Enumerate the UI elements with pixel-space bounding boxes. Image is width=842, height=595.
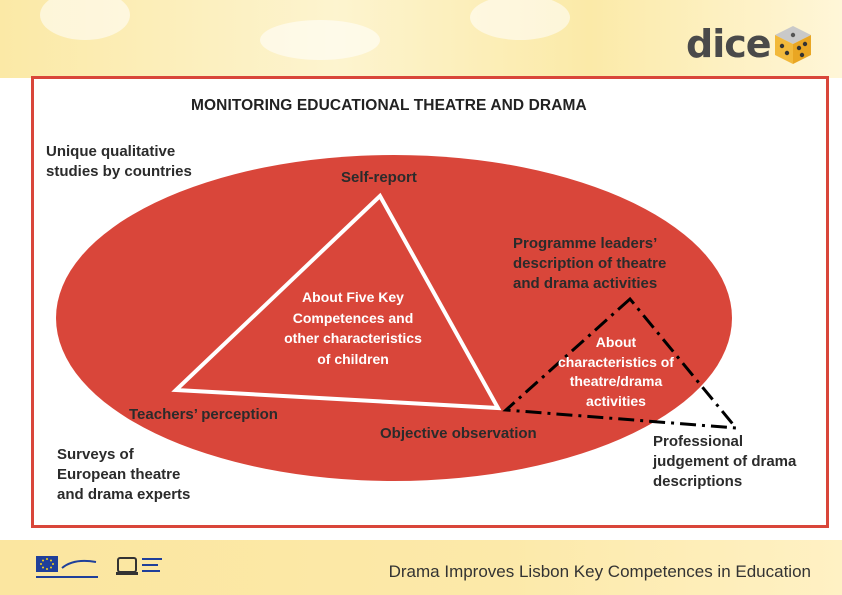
label-programme-leaders: Programme leaders’ description of theatre and drama activities [513,235,667,292]
dice-cube-icon [771,22,815,66]
label-about-characteristics: About characteristics of theatre/drama activities [558,334,674,409]
label-about-five-key: About Five Key Competences and other characteristics of children [284,289,422,367]
logo-text: dice [686,22,771,66]
diagram-title: MONITORING EDUCATIONAL THEATRE AND DRAMA [191,97,587,114]
banner-decoration [40,0,130,40]
label-surveys: Surveys of European theatre and drama experts [57,446,191,503]
banner-decoration [260,20,380,60]
banner-decoration [470,0,570,40]
footer-text: Drama Improves Lisbon Key Competences in Education [388,562,811,581]
label-objective-observation: Objective observation [380,425,537,442]
label-self-report: Self-report [341,169,417,186]
education-training-icon [116,554,164,584]
eu-flag-icon [36,556,100,582]
label-professional-judgement: Professional judgement of drama descriptions [653,433,797,490]
label-unique-studies: Unique qualitative studies by countries [46,143,192,180]
label-teachers-perception: Teachers’ perception [129,406,278,423]
dice-logo [686,22,815,66]
